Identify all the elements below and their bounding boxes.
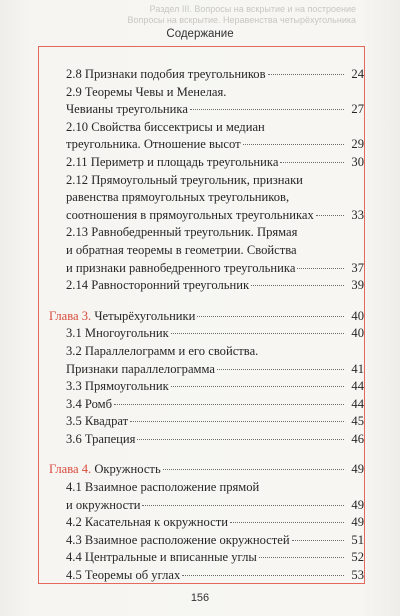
leader-dots <box>230 522 344 523</box>
section-chapter-3-items <box>49 325 376 448</box>
leader-dots <box>182 575 344 576</box>
chapter-label: Глава 4. <box>49 462 92 477</box>
table-of-contents <box>49 66 376 585</box>
leader-dots <box>171 386 344 387</box>
toc-entry <box>49 497 376 515</box>
toc-entry-title: 4.4 Центральные и вписанные углы <box>66 550 257 565</box>
toc-entry <box>49 413 376 431</box>
toc-entry-title: 4.3 Взаимное расположение окружностей <box>66 532 290 547</box>
chapter-title: Окружность <box>91 462 161 477</box>
toc-entry <box>49 277 376 295</box>
toc-entry-line: 2.13 Равнобедренный треугольник. Прямая <box>66 225 298 240</box>
section-chapter-2-items <box>49 66 376 295</box>
page-number: 27 <box>351 102 364 117</box>
bleed-through-text <box>106 4 356 26</box>
toc-entry-title: 2.11 Периметр и площадь треугольника <box>66 154 279 169</box>
leader-dots <box>251 285 344 286</box>
toc-entry-line: 3.2 Параллелограмм и его свойства. <box>66 343 259 358</box>
toc-entry-title: и окружности <box>66 497 141 512</box>
toc-entry-line: 2.12 Прямоугольный треугольник, признаки <box>66 172 303 187</box>
page-number: 33 <box>351 207 364 222</box>
leader-dots <box>259 557 344 558</box>
page-number: 53 <box>351 568 364 583</box>
page-number: 52 <box>351 550 364 565</box>
bleed-through-line: Вопросы на вскрытие. Неравенства четырёхугольника <box>127 15 356 25</box>
page-number: 39 <box>351 278 364 293</box>
toc-entry-title: 2.8 Признаки подобия треугольников <box>66 67 266 81</box>
page-number: 45 <box>351 414 364 429</box>
leader-dots <box>130 421 344 422</box>
toc-entry <box>49 154 376 172</box>
toc-entry <box>49 532 376 550</box>
toc-entry <box>49 396 376 414</box>
page-number: 41 <box>351 361 364 376</box>
toc-entry <box>49 260 376 278</box>
page-number: 51 <box>351 532 364 547</box>
toc-entry-line: и обратная теоремы в геометрии. Свойства <box>66 242 297 257</box>
toc-entry <box>49 101 376 119</box>
toc-entry-title: треугольника. Отношение высот <box>66 137 241 152</box>
chapter-label: Глава 3. <box>49 308 92 323</box>
toc-entry <box>49 136 376 154</box>
toc-entry <box>49 514 376 532</box>
toc-entry-title: 3.5 Квадрат <box>66 414 129 429</box>
leader-dots <box>197 316 344 317</box>
page-number: 49 <box>351 515 364 530</box>
toc-entry-title: Признаки параллелограмма <box>66 361 216 376</box>
page-number: 40 <box>351 308 364 323</box>
page-number: 24 <box>351 67 364 81</box>
page-number: 49 <box>351 462 364 477</box>
toc-entry-title: 4.2 Касательная к окружности <box>66 515 228 530</box>
toc-entry-line: равенства прямоугольных треугольников, <box>66 190 290 205</box>
toc-entry-title: 2.14 Равносторонний треугольник <box>66 278 250 293</box>
chapter-title: Четырёхугольники <box>91 308 196 323</box>
toc-entry-title: и признаки равнобедренного треугольника <box>66 260 296 275</box>
toc-entry-title: соотношения в прямоугольных треугольниках <box>66 207 314 222</box>
leader-dots <box>243 144 344 145</box>
toc-entry-title: 3.1 Многоугольник <box>66 326 169 341</box>
leader-dots <box>217 369 344 370</box>
page-number: 29 <box>351 137 364 152</box>
page-number: 40 <box>351 326 364 341</box>
page-number: 44 <box>351 379 364 394</box>
toc-entry-title: 3.3 Прямоугольник <box>66 379 169 394</box>
leader-dots <box>297 268 344 269</box>
leader-dots <box>292 540 344 541</box>
footer-page-number: 156 <box>190 592 210 604</box>
toc-entry <box>49 549 376 567</box>
toc-entry <box>49 567 376 585</box>
section-chapter-4-items <box>49 479 376 585</box>
toc-entry-title: Чевианы треугольника <box>66 102 188 117</box>
toc-entry-title: 3.4 Ромб <box>66 396 113 411</box>
toc-entry-title: 3.6 Трапеция <box>66 431 136 446</box>
chapter-4-heading <box>49 461 376 479</box>
page-number: 44 <box>351 396 364 411</box>
leader-dots <box>142 505 344 506</box>
leader-dots <box>171 333 344 334</box>
leader-dots <box>137 439 344 440</box>
leader-dots <box>268 74 344 75</box>
toc-entry-line: 4.1 Взаимное расположение прямой <box>66 480 260 495</box>
toc-entry <box>49 361 376 379</box>
toc-entry-title: 4.5 Теоремы об углах <box>66 568 181 583</box>
page-number: 49 <box>351 497 364 512</box>
toc-entry <box>49 325 376 343</box>
page-number: 30 <box>351 154 364 169</box>
toc-entry <box>49 378 376 396</box>
leader-dots <box>114 404 344 405</box>
toc-entry <box>49 431 376 449</box>
chapter-3-heading <box>49 308 376 326</box>
toc-entry-line: 2.9 Теоремы Чевы и Менелая. <box>66 84 227 99</box>
toc-entry-line: 2.10 Свойства биссектрисы и медиан <box>66 119 265 134</box>
leader-dots <box>280 162 344 163</box>
page-number: 46 <box>351 431 364 446</box>
page-number: 37 <box>351 260 364 275</box>
leader-dots <box>316 215 344 216</box>
toc-entry <box>49 66 376 84</box>
page-title: Содержание <box>166 28 234 40</box>
bleed-through-line: Раздел III. Вопросы на вскрытие и на построение <box>149 4 356 14</box>
leader-dots <box>163 469 344 470</box>
toc-entry <box>49 207 376 225</box>
leader-dots <box>190 109 344 110</box>
